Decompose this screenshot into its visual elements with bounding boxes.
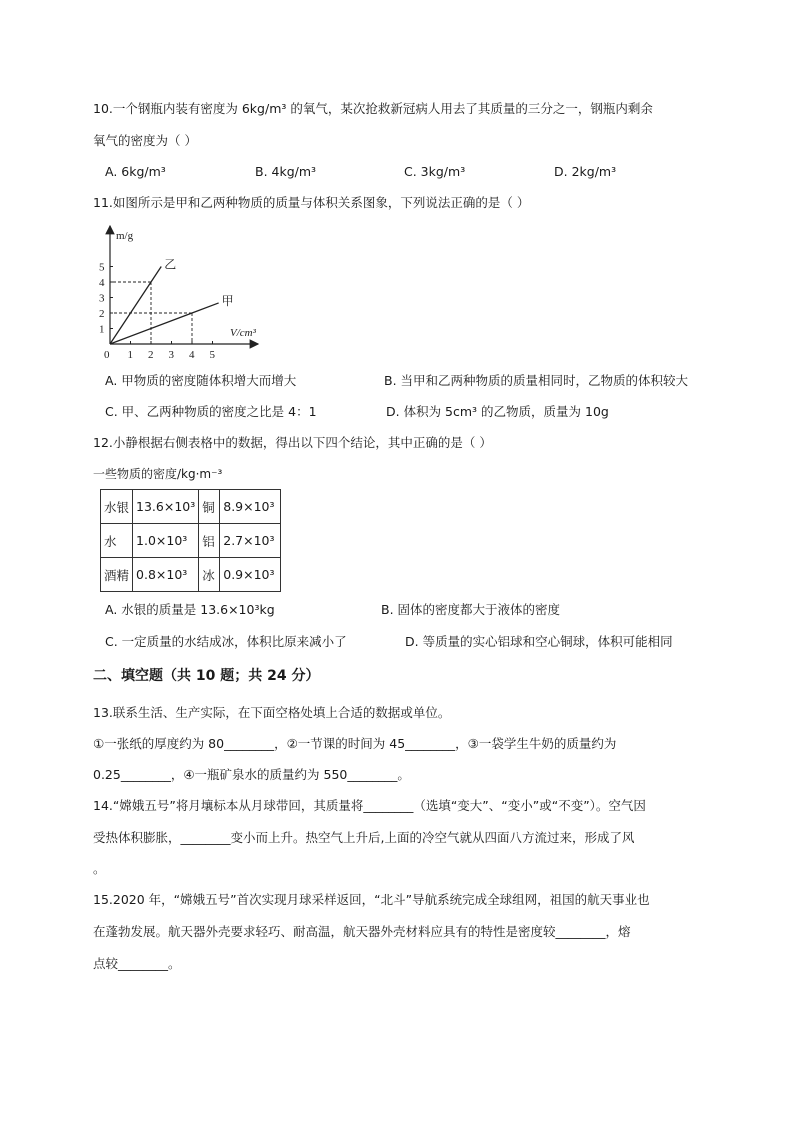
q11-option-c: C. 甲、乙两种物质的密度之比是 4：1 (105, 404, 317, 419)
table-cell: 水 (101, 524, 133, 558)
series-line-jia (110, 303, 219, 344)
table-row (101, 558, 281, 592)
q15-line2: 在蓬勃发展。航天器外壳要求轻巧、耐高温，航天器外壳材料应具有的特性是密度较________，熔 (93, 924, 631, 939)
y-tick-label: 1 (99, 323, 105, 336)
x-axis-label: V/cm³ (230, 327, 256, 339)
table-cell: 0.8×10³ (133, 558, 199, 592)
q11-option-a: A. 甲物质的密度随体积增大而增大 (105, 373, 297, 388)
x-tick-label: 4 (189, 349, 195, 361)
table-row (101, 524, 281, 558)
table-cell: 1.0×10³ (133, 524, 199, 558)
origin-label: 0 (104, 349, 110, 361)
table-cell: 铝 (199, 524, 220, 558)
x-tick-label: 2 (148, 349, 154, 361)
q11-stem: 11.如图所示是甲和乙两种物质的质量与体积关系图象，下列说法正确的是（ ） (93, 195, 530, 210)
series-line-yi (110, 267, 161, 345)
q10-option-a: A. 6kg/m³ (105, 164, 166, 179)
q10-option-b: B. 4kg/m³ (255, 164, 317, 179)
section-heading: 二、填空题（共 10 题；共 24 分） (93, 668, 320, 684)
q11-option-b: B. 当甲和乙两种物质的质量相同时，乙物质的体积较大 (384, 373, 689, 388)
q15-line3: 点较________。 (93, 956, 181, 971)
q14-line1: 14.“嫦娥五号”将月壤标本从月球带回，其质量将________（选填“变大”、“变小”或“不变”）。空气因 (93, 798, 646, 813)
q10-option-d: D. 2kg/m³ (554, 164, 617, 179)
y-tick-label: 5 (99, 261, 105, 274)
series-label: 甲 (221, 293, 234, 308)
q12-option-c: C. 一定质量的水结成冰，体积比原来减小了 (105, 634, 347, 649)
q13-line1: ①一张纸的厚度约为 80________，②一节课的时间为 45________，③一袋学生牛奶的质量约为 (93, 736, 617, 751)
q13-stem: 13.联系生活、生产实际，在下面空格处填上合适的数据或单位。 (93, 705, 451, 720)
x-tick-label: 1 (127, 349, 133, 361)
y-tick-label: 3 (99, 292, 105, 305)
table-row (101, 490, 281, 524)
x-tick-label: 3 (168, 349, 174, 361)
series-label: 乙 (164, 257, 177, 272)
table-cell: 0.9×10³ (220, 558, 281, 592)
q10-stem-line1: 10.一个钢瓶内装有密度为 6kg/m³ 的氧气，某次抢救新冠病人用去了其质量的三分之一，钢瓶内剩余 (93, 101, 653, 116)
table-cell: 8.9×10³ (220, 490, 281, 524)
q14-line2: 受热体积膨胀，________变小而上升。热空气上升后,上面的冷空气就从四面八方流过来，形成了风 (93, 830, 635, 845)
q12-option-b: B. 固体的密度都大于液体的密度 (381, 602, 561, 617)
y-tick-label: 4 (99, 277, 105, 289)
q12-option-a: A. 水银的质量是 13.6×10³kg (105, 602, 275, 617)
q10-stem-line2: 氧气的密度为（ ） (93, 133, 197, 148)
q12-option-d: D. 等质量的实心铝球和空心铜球，体积可能相同 (405, 634, 673, 649)
q12-stem: 12.小静根据右侧表格中的数据，得出以下四个结论，其中正确的是（ ） (93, 435, 492, 450)
density-table (100, 489, 281, 592)
q13-line2: 0.25________，④一瓶矿泉水的质量约为 550________。 (93, 767, 410, 782)
table-cell: 酒精 (101, 558, 133, 592)
table-cell: 冰 (199, 558, 220, 592)
table-cell: 铜 (199, 490, 220, 524)
y-axis-label: m/g (116, 230, 134, 242)
x-tick-label: 5 (209, 349, 215, 361)
y-tick-label: 2 (99, 308, 105, 320)
table-cell: 13.6×10³ (133, 490, 199, 524)
density-table-caption: 一些物质的密度/kg·m⁻³ (93, 467, 223, 481)
mass-volume-chart (90, 222, 270, 364)
q11-option-d: D. 体积为 5cm³ 的乙物质，质量为 10g (386, 404, 609, 419)
q14-line3: 。 (93, 861, 106, 876)
table-cell: 水银 (101, 490, 133, 524)
table-cell: 2.7×10³ (220, 524, 281, 558)
q15-line1: 15.2020 年，“嫦娥五号”首次实现月球采样返回，“北斗”导航系统完成全球组网，祖国的航天事业也 (93, 892, 650, 907)
q10-option-c: C. 3kg/m³ (404, 164, 466, 179)
